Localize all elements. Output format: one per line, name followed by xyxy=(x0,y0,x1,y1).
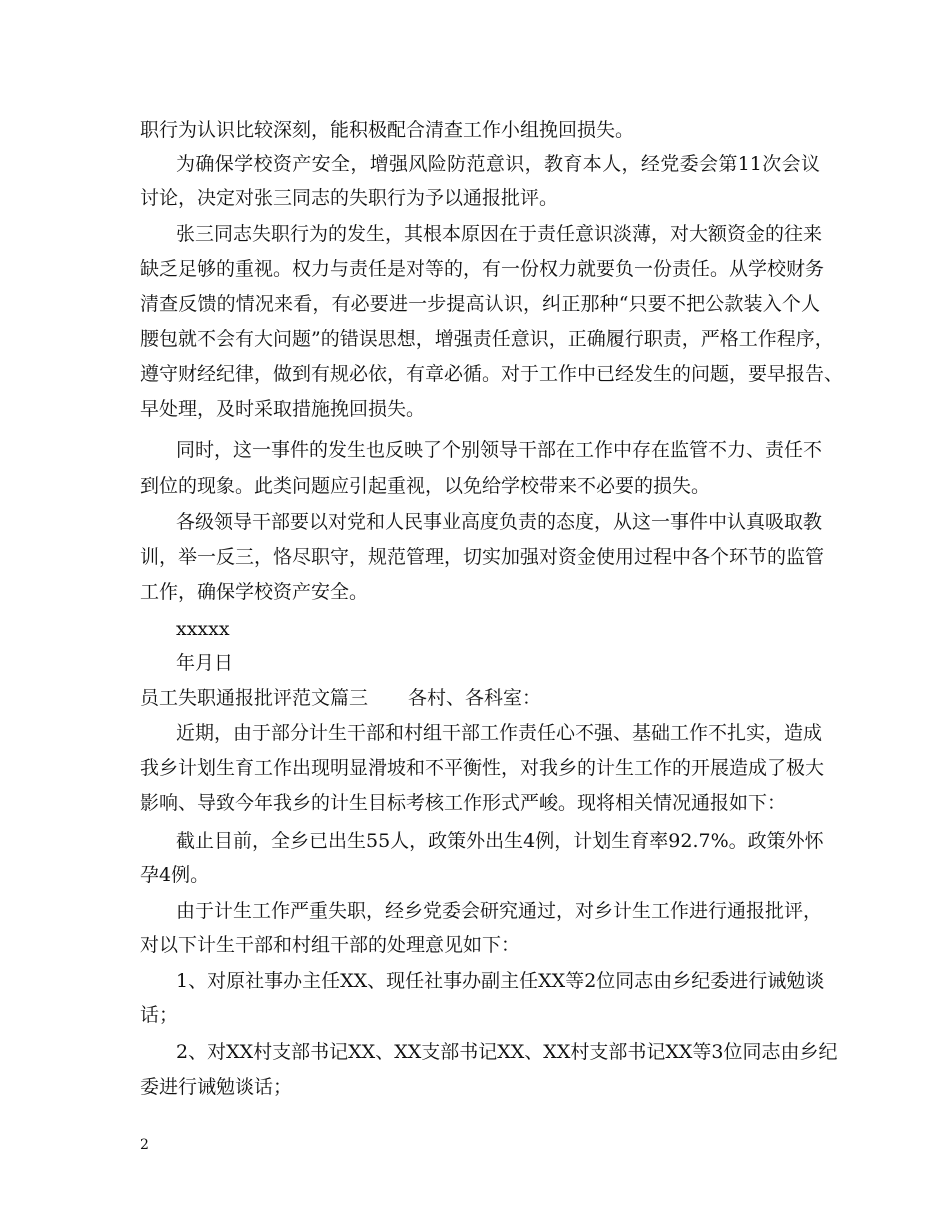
paragraph-line: 清查反馈的情况来看，有必要进一步提高认识，纠正那种“只要不把公款装入个人 xyxy=(140,293,820,315)
paragraph-line: 讨论，决定对张三同志的失职行为予以通报批评。 xyxy=(140,187,559,209)
paragraph-line: 同时，这一事件的发生也反映了个别领导干部在工作中存在监管不力、责任不 xyxy=(176,439,823,461)
paragraph-line: 近期，由于部分计生干部和村组干部工作责任心不强、基础工作不扎实，造成 xyxy=(176,722,823,744)
paragraph-line: 委进行诫勉谈话； xyxy=(140,1076,293,1098)
paragraph-line: 由于计生工作严重失职，经乡党委会研究通过，对乡计生工作进行通报批评， xyxy=(176,900,823,922)
paragraph-line: 早处理，及时采取措施挽回损失。 xyxy=(140,398,426,420)
recipient-line: 各村、各科室： xyxy=(408,687,542,709)
paragraph-line: 话； xyxy=(140,1004,179,1026)
paragraph-line: 我乡计划生育工作出现明显滑坡和不平衡性，对我乡的计生工作的开展造成了极大 xyxy=(140,757,825,779)
paragraph-line: 对以下计生干部和村组干部的处理意见如下： xyxy=(140,934,521,956)
section-title: 员工失职通报批评范文篇三 xyxy=(140,687,369,709)
paragraph-line: 训，举一反三，恪尽职守，规范管理，切实加强对资金使用过程中各个环节的监管 xyxy=(140,546,825,568)
paragraph-line: 到位的现象。此类问题应引起重视，以免给学校带来不必要的损失。 xyxy=(140,475,711,497)
signature-date: 年月日 xyxy=(176,652,234,674)
paragraph-line: 影响、导致今年我乡的计生目标考核工作形式严峻。现将相关情况通报如下： xyxy=(140,792,787,814)
section-heading xyxy=(140,686,820,710)
paragraph-line: 张三同志失职行为的发生，其根本原因在于责任意识淡薄，对大额资金的往来 xyxy=(176,223,823,245)
paragraph-line: 截止目前，全乡已出生55人，政策外出生4例，计划生育率92.7%。政策外怀 xyxy=(176,830,824,852)
paragraph-line: 工作，确保学校资产安全。 xyxy=(140,581,369,603)
paragraph-line: 2、对XX村支部书记XX、XX支部书记XX、XX村支部书记XX等3位同志由乡纪 xyxy=(176,1041,838,1063)
signature-name: xxxxx xyxy=(176,618,230,640)
paragraph-line: 遵守财经纪律，做到有规必依，有章必循。对于工作中已经发生的问题，要早报告、 xyxy=(140,363,844,385)
paragraph-line: 各级领导干部要以对党和人民事业高度负责的态度，从这一事件中认真吸取教 xyxy=(176,511,823,533)
page-number: 2 xyxy=(140,1137,149,1153)
paragraph-line: 腰包就不会有大问题”的错误思想，增强责任意识，正确履行职责，严格工作程序， xyxy=(140,328,834,350)
paragraph-line: 缺乏足够的重视。权力与责任是对等的，有一份权力就要负一份责任。从学校财务 xyxy=(140,258,825,280)
paragraph-line: 为确保学校资产安全，增强风险防范意识，教育本人，经党委会第11次会议 xyxy=(176,153,820,175)
paragraph-line: 1、对原社事办主任XX、现任社事办副主任XX等2位同志由乡纪委进行诫勉谈 xyxy=(176,970,825,992)
paragraph-line: 孕4例。 xyxy=(140,864,210,886)
paragraph-line: 职行为认识比较深刻，能积极配合清查工作小组挽回损失。 xyxy=(140,119,635,141)
